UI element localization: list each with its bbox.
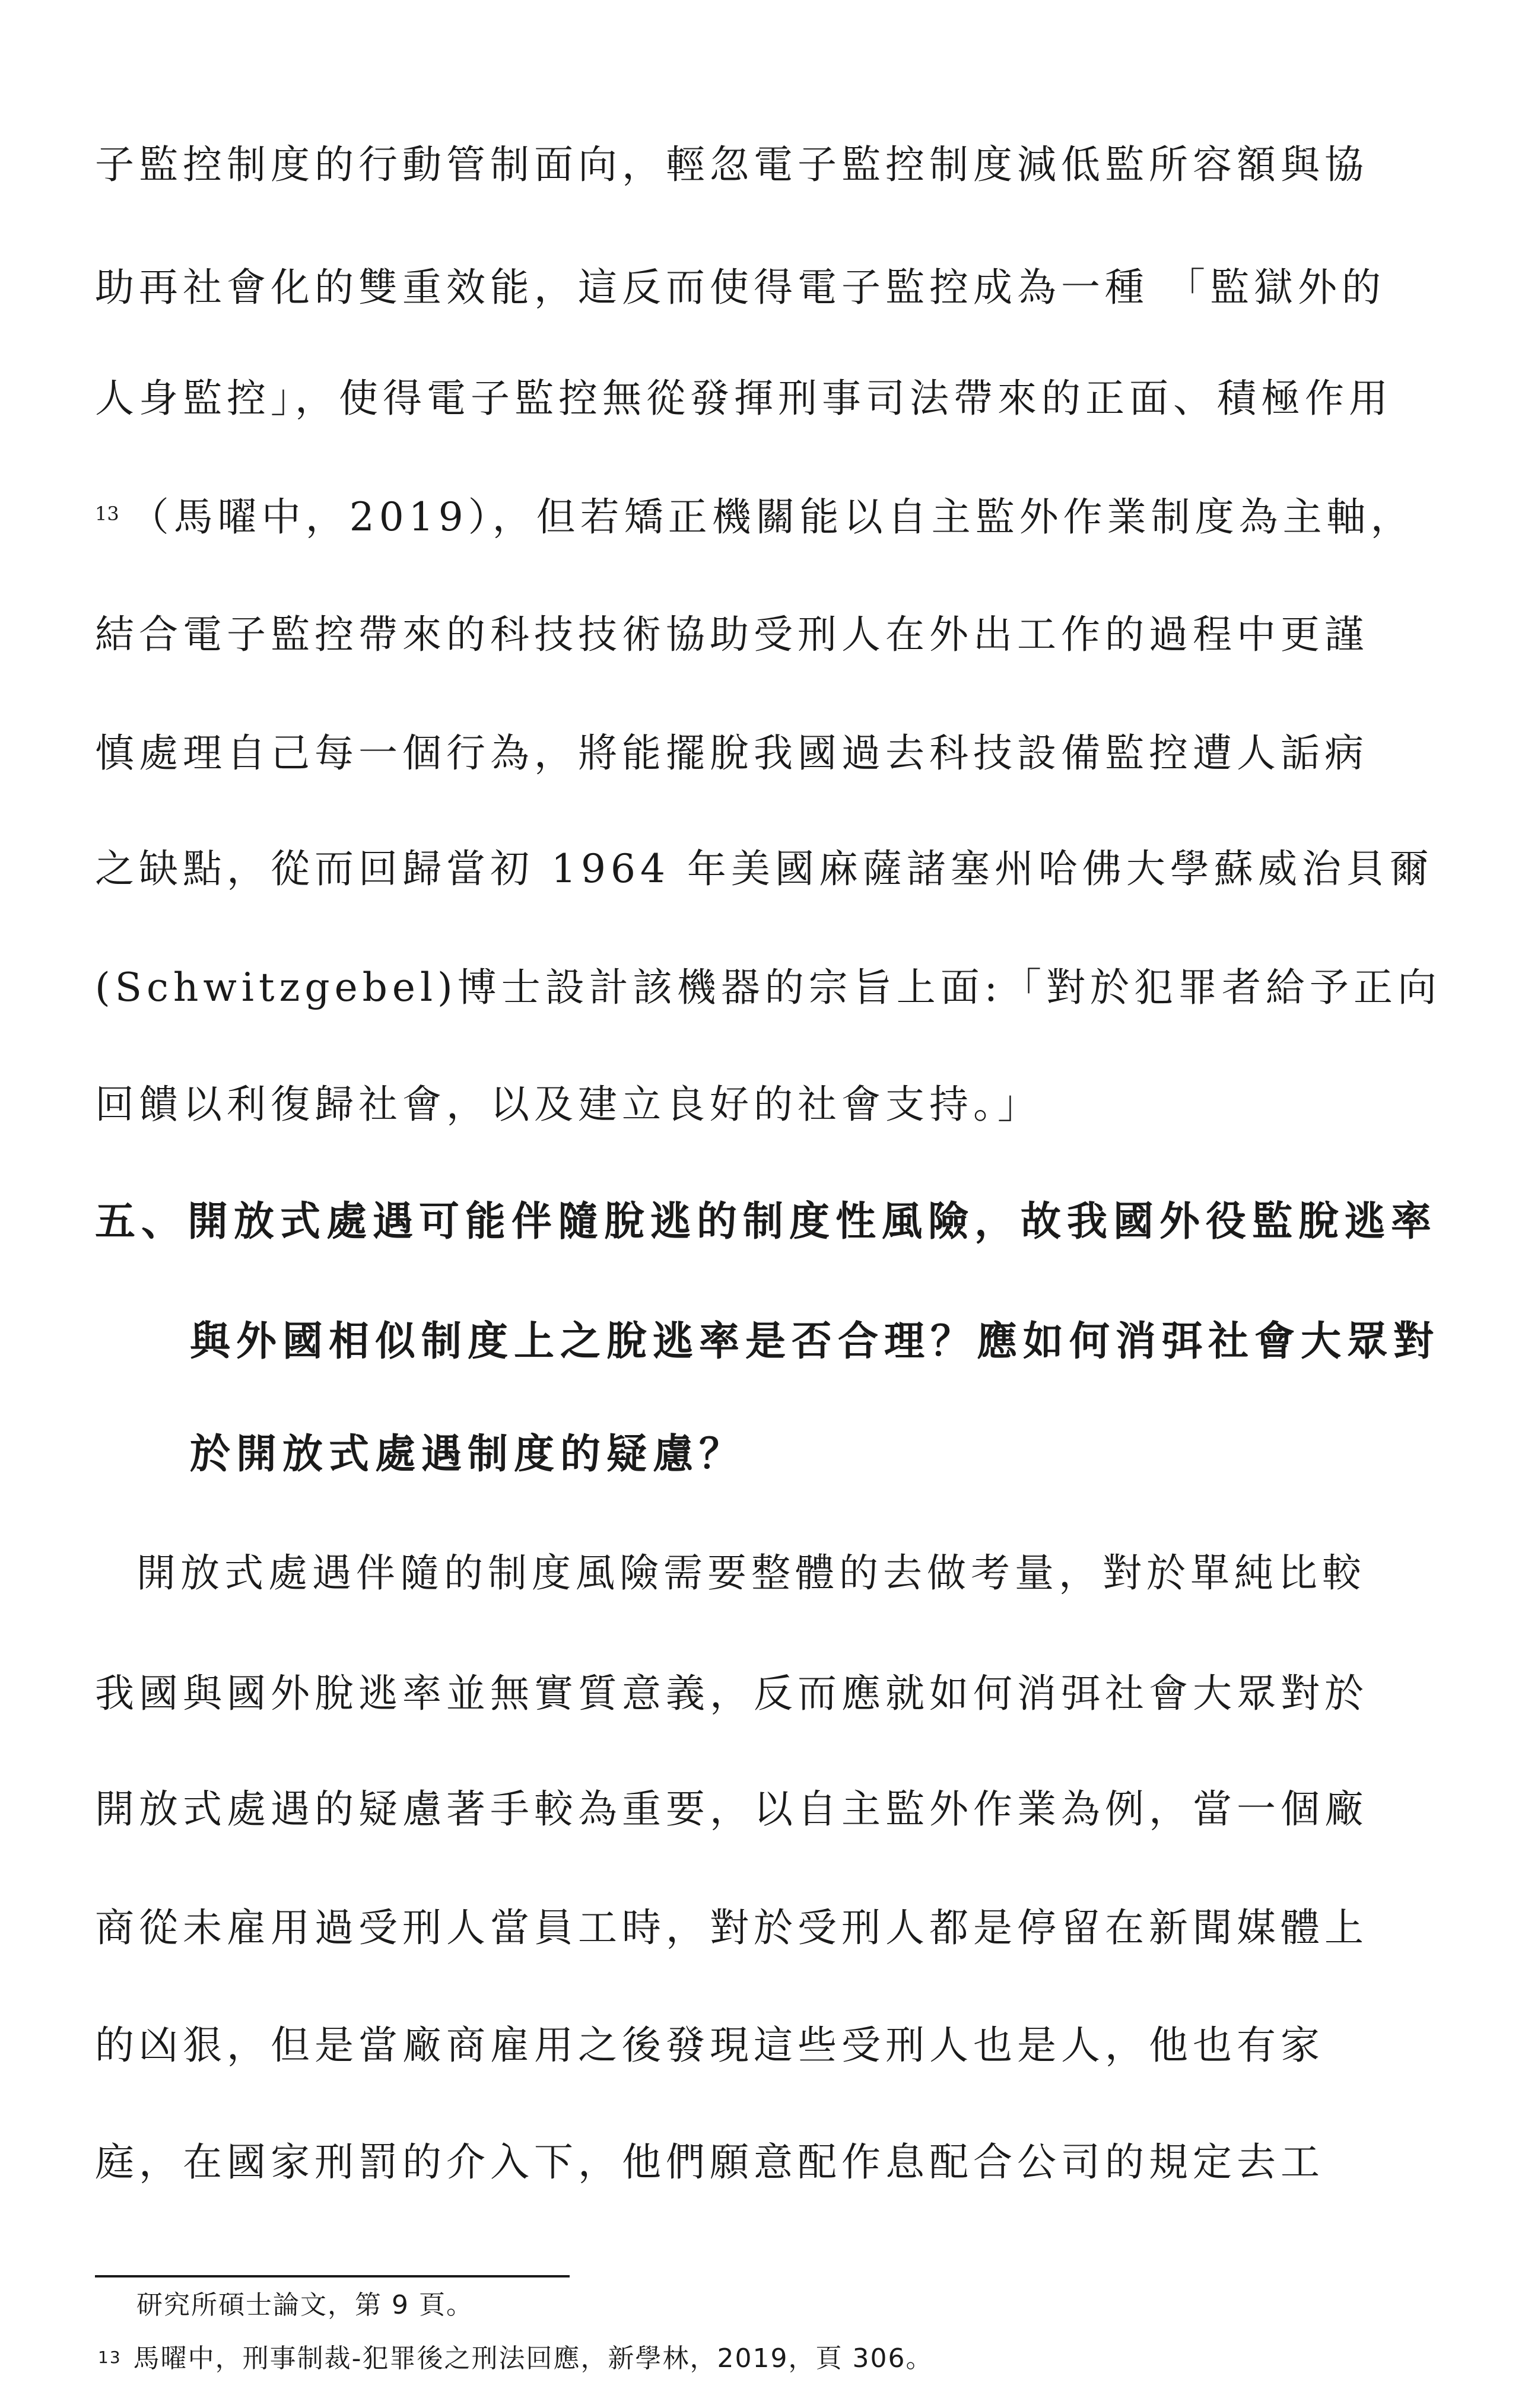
section-heading-line: 與外國相似制度上之脫逃率是否合理？應如何消弭社會大眾對 xyxy=(190,1318,1440,1365)
body-text-line: 商從未雇用過受刑人當員工時，對於受刑人都是停留在新聞媒體上 xyxy=(95,1905,1368,1951)
body-text-line: 我國與國外脫逃率並無實質意義，反而應就如何消弭社會大眾對於 xyxy=(95,1671,1368,1716)
body-text-line: 人身監控」，使得電子監控無從發揮刑事司法帶來的正面、積極作用 xyxy=(95,376,1393,421)
footnote-13 xyxy=(98,2342,933,2375)
body-text-line: 開放式處遇伴隨的制度風險需要整體的去做考量，對於單純比較 xyxy=(136,1550,1366,1596)
body-text-line-with-footnote-ref xyxy=(95,494,1415,541)
body-text-line: 子監控制度的行動管制面向，輕忽電子監控制度減低監所容額與協 xyxy=(95,142,1368,187)
body-text-line: 助再社會化的雙重效能，這反而使得電子監控成為一種 「監獄外的 xyxy=(95,265,1386,310)
body-text-line: 開放式處遇的疑慮著手較為重要，以自主監外作業為例，當一個廠 xyxy=(95,1786,1368,1832)
body-text-line: 庭，在國家刑罰的介入下，他們願意配作息配合公司的規定去工 xyxy=(95,2139,1324,2185)
section-heading-line: 於開放式處遇制度的疑慮？ xyxy=(190,1431,746,1478)
footnote-text: 馬曜中，刑事制裁-犯罪後之刑法回應，新學林，2019，頁 306。 xyxy=(133,2343,933,2374)
body-text-line: 回饋以利復歸社會，以及建立良好的社會支持。」 xyxy=(95,1081,1041,1127)
footnote-reference-13: 13 xyxy=(95,502,119,525)
body-text-line: 之缺點，從而回歸當初 1964 年美國麻薩諸塞州哈佛大學蘇威治貝爾 xyxy=(95,846,1434,892)
body-text-line: 結合電子監控帶來的科技技術協助受刑人在外出工作的過程中更謹 xyxy=(95,612,1368,657)
body-text-line: 慎處理自己每一個行為，將能擺脫我國過去科技設備監控遭人詬病 xyxy=(95,730,1368,776)
body-text-line: （馬曜中，2019），但若矯正機關能以自主監外作業制度為主軸， xyxy=(129,494,1415,540)
body-text-line: 的凶狠，但是當廠商雇用之後發現這些受刑人也是人，他也有家 xyxy=(95,2022,1324,2068)
footnote-separator xyxy=(95,2275,570,2277)
footnote-continued: 研究所碩士論文，第 9 頁。 xyxy=(136,2290,474,2320)
section-heading-line: 五、開放式處遇可能伴隨脫逃的制度性風險，故我國外役監脫逃率 xyxy=(95,1198,1438,1245)
footnote-number: 13 xyxy=(98,2347,122,2367)
body-text-line: (Schwitzgebel)博士設計該機器的宗旨上面:「對於犯罪者給予正向 xyxy=(95,965,1442,1010)
